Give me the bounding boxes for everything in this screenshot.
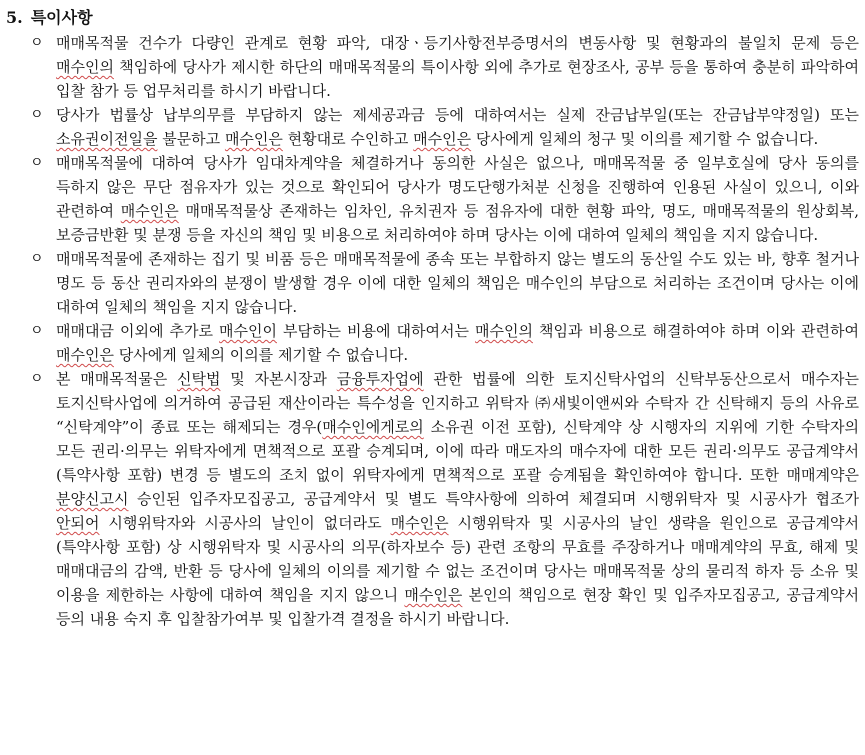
spellcheck-flagged-word: 매수인의 [56,58,114,76]
note-text: 당사가 법률상 납부의무를 부담하지 않는 제세공과금 등에 대하여서는 실제 잔금납부일(또는 잔금납부약정일) 또는 [56,106,859,124]
spellcheck-flagged-word: 매수인은 [120,202,179,220]
bullet-marker: ㅇ [30,323,44,339]
note-text: 시행위탁자 및 시공사의 날인 생략을 원인으로 공급계약서(특약사항 포함) 상 시행위탁자 및 시공사의 의무(하자보수 등) 관련 조항의 무효를 주장하거나 매매계약의 무효, 해제 및 매매대금의 감액, 반환 등 당사에 일체의 이의를 제기할 수 없는 조건이며 당사는 매매목적물 상의 물리적 하자 등 소유 및 이용을 제한하는 사항에 대하여 책임을 지지 않으니 [56,514,859,604]
note-text: 및 자본시장과 [220,370,337,388]
note-item [0,31,865,103]
section-number: 5. [6,8,23,27]
spellcheck-flagged-word: 소유권이전일을 [56,130,158,148]
note-item [0,319,865,367]
note-text: 매매목적물에 대하여 당사가 임대차계약을 체결하거나 동의한 사실은 없으나, 매매목적물 중 일부호실에 당사 동의를 득하지 않은 무단 점유자가 있는 것으로 확인되어 당사가 명도단행가처분 신청을 진행하여 인용된 사실이 있으니, 이와 관련하여 [56,154,859,220]
note-text: 매매목적물상 존재하는 임차인, 유치권자 등 점유자에 대한 현황 파악, 명도, 매매목적물의 원상회복, 보증금반환 및 분쟁 등을 자신의 책임 및 비용으로 처리하여야 하며 당사는 이에 대하여 일체의 책임을 지지 않습니다. [56,202,859,244]
note-text: 책임과 비용으로 해결하여야 하며 이와 관련하여 [532,322,859,340]
spellcheck-flagged-word: 매수인은 [56,346,114,364]
note-text: 매매목적물 건수가 다량인 관계로 현황 파악, 대장ㆍ등기사항전부증명서의 변동사항 및 현황과의 불일치 문제 등은 [56,34,859,52]
spellcheck-flagged-word: 신탁법 [176,370,221,388]
note-text: 책임하에 당사가 제시한 하단의 매매목적물의 특이사항 외에 추가로 현장조사, 공부 등을 통하여 충분히 파악하여 입찰 참가 등 업무처리를 하시기 바랍니다. [56,58,859,100]
note-item [0,151,865,247]
spellcheck-flagged-word: 매수인에게로의 [322,418,424,436]
note-item [0,103,865,151]
note-item [0,247,865,319]
section-heading [6,6,93,30]
note-text: 당사에게 일체의 청구 및 이의를 제기할 수 없습니다. [471,130,819,148]
spellcheck-flagged-word: 금융투자업에 [336,370,424,388]
spellcheck-flagged-word: 안되어 [56,514,100,532]
spellcheck-flagged-word: 매수인의 [475,322,533,340]
bullet-marker: ㅇ [30,251,44,267]
bullet-marker: ㅇ [30,35,44,51]
spellcheck-flagged-word: 매수인은 [224,130,283,148]
notes-list [0,31,865,631]
note-text: 매매목적물에 존재하는 집기 및 비품 등은 매매목적물에 종속 또는 부합하지 않는 별도의 동산일 수도 있는 바, 향후 철거나 명도 등 동산 권리자와의 분쟁이 발생할 경우 이에 대한 일체의 책임은 매수인의 부담으로 처리하는 조건이며 당사는 이에 대하여 일체의 책임을 지지 않습니다. [56,250,859,316]
note-item [0,367,865,631]
note-text: 본인의 책임으로 현장 확인 및 입주자모집공고, 공급계약서 등의 내용 숙지 후 입찰참가여부 및 입찰가격 결정을 하시기 바랍니다. [56,586,859,628]
bullet-marker: ㅇ [30,107,44,123]
bullet-marker: ㅇ [30,371,44,387]
bullet-marker: ㅇ [30,155,44,171]
note-text: 매매대금 이외에 추가로 [56,322,220,340]
spellcheck-flagged-word: 매수인은 [390,514,449,532]
note-text: 관한 법률에 의한 토지신탁사업의 신탁부동산으로서 매수자는 토지신탁사업에 의거하여 공급된 재산이라는 특수성을 인지하고 위탁자 ㈜새빛이앤씨와 수탁자 간 신탁해지 등의 사유로 “신탁계약”이 종료 또는 해제되는 경우( [56,370,859,436]
section-title: 특이사항 [30,8,93,27]
note-text: 현황대로 수인하고 [282,130,414,148]
note-text: 당사에게 일체의 이의를 제기할 수 없습니다. [113,346,409,364]
spellcheck-flagged-word: 매수인이 [219,322,277,340]
note-text: 불문하고 [157,130,225,148]
spellcheck-flagged-word: 매수인은 [413,130,472,148]
note-text: 소유권 이전 포함), 신탁계약 상 시행자의 지위에 기한 수탁자의 모든 권리·의무는 위탁자에게 면책적으로 포괄 승계되며, 이에 따라 매도자의 매수자에 대한 모든 권리·의무도 공급계약서(특약사항 포함) 변경 등 별도의 조치 없이 위탁자에게 면책적으로 포괄 승계됨을 확인하여야 합니다. 또한 매매계약은 [56,418,859,484]
note-text: 본 매매목적물은 [56,370,177,388]
note-text: 승인된 입주자모집공고, 공급계약서 및 별도 특약사항에 의하여 체결되며 시행위탁자 및 시공사가 협조가 [128,490,859,508]
spellcheck-flagged-word: 분양신고시 [56,490,129,508]
note-text: 시행위탁자와 시공사의 날인이 없더라도 [99,514,391,532]
spellcheck-flagged-word: 매수인은 [404,586,463,604]
note-text: 부담하는 비용에 대하여서는 [276,322,476,340]
